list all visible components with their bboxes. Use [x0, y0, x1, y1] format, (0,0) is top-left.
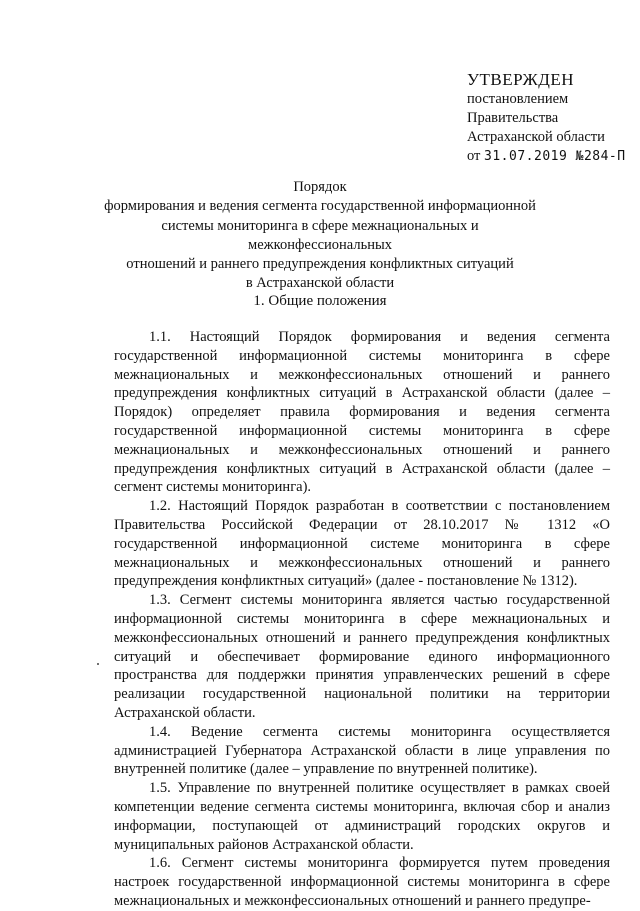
paragraph: 1.4. Ведение сегмента системы мониторинга осуществляется администрацией Губернатора Астраханской области в лице управления по внутренней политике (далее – управление по внутренней политике).: [114, 723, 610, 778]
approval-stamp: [467, 70, 637, 166]
title-line: формирования и ведения сегмента государственной информационной: [104, 198, 536, 215]
body-text: [114, 328, 610, 911]
margin-mark: [97, 663, 99, 665]
paragraph: 1.6. Сегмент системы мониторинга формируется путем проведения настроек государственной информационной системы мониторинга в сфере межнациональных и межконфессиональных отношений и раннего предупре-: [114, 855, 610, 909]
paragraph: 1.3. Сегмент системы мониторинга является частью государственной информационной системы мониторинга в сфере межнациональных и межконфессиональных отношений и раннего предупреждения конфликтных ситуаций и обеспечивает формирование единого информационного пространства для поддержки принятия управленческих решений в сфере реализации государственной национальной политики на территории Астраханской области.: [114, 592, 610, 721]
approval-line: постановлением: [467, 91, 569, 107]
paragraph: 1.5. Управление по внутренней политике осуществляет в рамках своей компетенции ведение сегмента системы мониторинга, включая сбор и анализ информации, поступающей от администраций городских округов и муниципальных районов Астраханской области.: [114, 780, 610, 853]
title-line: системы мониторинга в сфере межнациональных и межконфессиональных: [161, 217, 479, 253]
paragraph: 1.2. Настоящий Порядок разработан в соответствии с постановлением Правительства Российской Федерации от 28.10.2017 № 1312 «О государственной информационной системе мониторинга в сфере межнациональных и межконфессиональных отношений и раннего предупреждения конфликтных ситуаций» (далее - постановление № 1312).: [114, 498, 610, 590]
approval-date-line: [467, 147, 637, 166]
approval-date-prefix: от: [467, 148, 481, 164]
title-line: в Астраханской области: [245, 275, 395, 292]
section-heading: 1. Общие положения: [253, 293, 387, 309]
approval-heading: УТВЕРЖДЕН: [467, 70, 574, 89]
document-title: [100, 178, 540, 294]
approval-line: Правительства: [467, 110, 559, 126]
approval-date-number: 31.07.2019 №284-П: [484, 149, 626, 164]
title-line: отношений и раннего предупреждения конфликтных ситуаций: [126, 256, 514, 273]
title-line: Порядок: [293, 179, 347, 195]
approval-line: Астраханской области: [467, 129, 605, 145]
paragraph: 1.1. Настоящий Порядок формирования и ведения сегмента государственной информационной системы мониторинга в сфере межнациональных и межконфессиональных отношений и раннего предупреждения конфликтных ситуаций в Астраханской области (далее – Порядок) определяет правила формирования и ведения сегмента государственной информационной системы мониторинга в сфере межнациональных и межконфессиональных отношений и раннего предупреждения конфликтных ситуаций в Астраханской области (далее – сегмент системы мониторинга).: [114, 329, 610, 496]
